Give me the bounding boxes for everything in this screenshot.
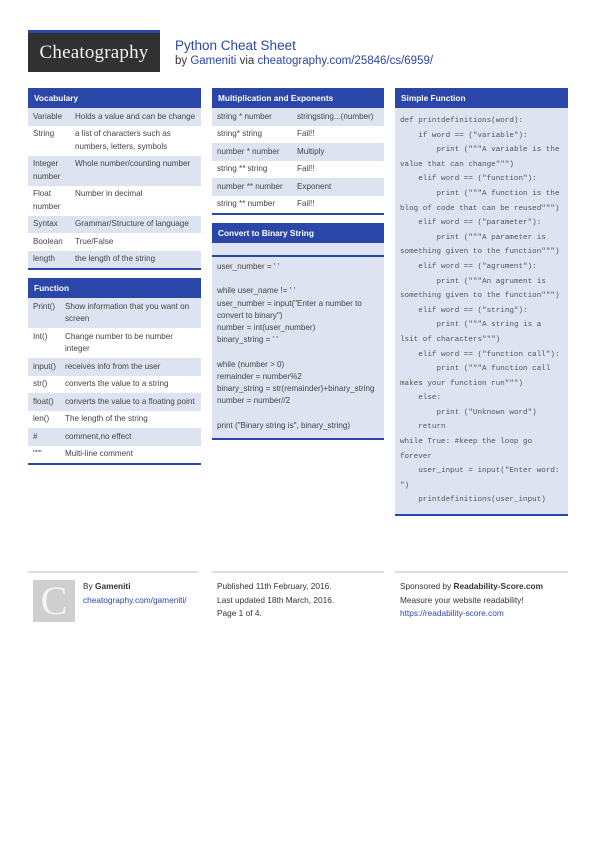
definition-cell: Multi-line comment (65, 449, 133, 458)
term-cell: Boolean (33, 236, 63, 246)
function-section (28, 278, 201, 465)
definition-cell: Fail!! (297, 164, 315, 173)
code-line: print ("""A function call makes your function run""") (400, 365, 555, 388)
table-row (28, 328, 201, 358)
author-profile-link[interactable]: cheatography.com/gameniti/ (83, 594, 187, 605)
term-cell: Int() (33, 331, 48, 341)
term-cell: Print() (33, 301, 56, 311)
column-2 (212, 88, 384, 448)
logo-text: Cheatography (39, 41, 149, 63)
code-line: def printdefinitions(word): (400, 117, 524, 125)
term-cell: String (33, 129, 55, 138)
table-row (212, 196, 384, 214)
title-block (175, 38, 433, 69)
term-cell: string ** string (217, 164, 268, 173)
by-prefix: by (175, 55, 191, 67)
term-cell: # (33, 431, 38, 441)
table-row (212, 178, 384, 196)
code-line: return (400, 423, 446, 432)
code-line: elif word == ("function"): (400, 175, 537, 184)
table-row (28, 108, 201, 126)
code-line: print ("""An agrument is something given to the function""") (400, 277, 560, 301)
sponsor-link[interactable]: https://readability-score.com (400, 608, 504, 618)
code-line: printdefinitions(user_input) (400, 496, 546, 505)
multiplication-section (212, 88, 384, 215)
definition-cell: the length of the string (75, 254, 156, 263)
definition-cell: Number in decimal (75, 189, 143, 198)
section-header: Simple Function (395, 88, 568, 108)
term-cell: Integer number (33, 159, 61, 181)
definition-cell: Holds a value and can be change (75, 111, 196, 121)
table-row (28, 358, 201, 376)
code-line: print ("""A string is a lsit of characters""") (400, 321, 546, 344)
table-row (28, 411, 201, 429)
footer-sponsor (395, 571, 568, 633)
simple-function-section (395, 88, 568, 516)
table-row (212, 161, 384, 179)
table-row (28, 298, 201, 328)
section-header: Vocabulary (28, 88, 201, 108)
cheatography-logo[interactable] (28, 30, 160, 72)
term-cell: Syntax (33, 219, 58, 228)
code-line: binary_string = str(remainder)+binary_string (217, 384, 375, 393)
code-line: print ("""A function is the blog of code that can be reused""") (400, 189, 565, 213)
table-row (28, 393, 201, 411)
column-1 (28, 88, 201, 473)
code-line: print ("""A parameter is something given to the function""") (400, 233, 560, 257)
table-row (28, 156, 201, 186)
term-cell: """ (33, 449, 42, 458)
footer-author-name: Gameniti (95, 581, 131, 591)
column-3 (395, 88, 568, 524)
table-row (28, 216, 201, 234)
section-header: Function (28, 278, 201, 298)
definition-cell: True/False (75, 236, 114, 246)
sponsor-name: Readability-Score.com (453, 581, 543, 591)
definition-cell: Fail!! (297, 129, 315, 138)
term-cell: Float number (33, 189, 61, 211)
definition-cell: a list of characters such as numbers, letters, symbols (75, 129, 171, 151)
code-line: if word == ("variable"): (400, 131, 528, 140)
author-link[interactable]: Gameniti (190, 55, 237, 67)
code-line (217, 346, 379, 358)
author-info (83, 580, 187, 607)
term-cell: number * number (217, 146, 280, 156)
binary-section (212, 223, 384, 440)
table-row (28, 446, 201, 464)
definition-cell: converts the value to a floating point (65, 396, 195, 406)
published-date: Published 11th February, 2016. (217, 581, 332, 591)
term-cell: Variable (33, 111, 63, 121)
code-line: print ("Binary string is", binary_string) (217, 420, 351, 430)
code-line: elif word == ("agrument"): (400, 262, 537, 271)
page-number: Page 1 of 4. (217, 608, 262, 618)
definition-cell: converts the value to a string (65, 379, 169, 388)
section-header: Multiplication and Exponents (212, 88, 384, 108)
sponsored-prefix: Sponsored by (400, 581, 454, 591)
code-line: else: (400, 394, 442, 403)
table-row (28, 186, 201, 216)
definition-cell: Show information that you want on screen (65, 301, 190, 323)
table-row (212, 143, 384, 161)
code-line: elif word == ("string"): (400, 306, 528, 315)
avatar[interactable] (33, 580, 75, 622)
table-row (28, 251, 201, 269)
sheet-url-link[interactable]: cheatography.com/25846/cs/6959/ (257, 55, 434, 67)
term-cell: string ** number (217, 199, 276, 208)
via-text: via (236, 55, 258, 67)
byline (175, 54, 433, 69)
code-line: print ("Unknown word") (400, 408, 537, 417)
definition-cell: Multiply (297, 146, 325, 156)
code-line: remainder = number%2 (217, 371, 302, 381)
section-header: Convert to Binary String (212, 223, 384, 243)
code-line (217, 407, 379, 419)
table-row (28, 376, 201, 394)
code-line: number = int(user_number) (217, 323, 316, 332)
term-cell: number ** number (217, 181, 283, 191)
term-cell: input() (33, 361, 56, 371)
code-line: print ("""A variable is the value that can change""") (400, 146, 565, 169)
term-cell: string * number (217, 111, 272, 121)
section-divider (212, 243, 384, 257)
sponsor-tagline: Measure your website readability! (400, 594, 524, 605)
term-cell: str() (33, 379, 48, 388)
table-row (28, 233, 201, 251)
code-line: while True: #keep the loop go forever (400, 438, 537, 461)
vocabulary-section (28, 88, 201, 270)
code-line (217, 273, 379, 285)
definition-cell: Change number to be number integer (65, 331, 173, 353)
by-label: By (83, 581, 95, 591)
code-line: while (number > 0) (217, 359, 285, 369)
updated-date: Last updated 18th March, 2016. (217, 594, 335, 605)
definition-cell: Whole number/counting number (75, 159, 191, 168)
code-line: number = number//2 (217, 396, 291, 406)
footer-author (28, 571, 198, 633)
code-line: elif word == ("function call"): (400, 350, 560, 359)
code-line: user_input = input("Enter word: ") (400, 467, 565, 490)
term-cell: string* string (217, 129, 262, 138)
definition-cell: Exponent (297, 181, 332, 191)
code-line: binary_string = ' ' (217, 335, 278, 345)
table-row (28, 428, 201, 446)
definition-cell: receives info from the user (65, 361, 161, 371)
table-row (212, 126, 384, 144)
term-cell: length (33, 254, 56, 263)
term-cell: float() (33, 396, 54, 406)
code-line: user_number = input("Enter a number to convert to binary") (217, 298, 365, 320)
code-line: user_number = ' ' (217, 262, 280, 271)
simple-function-code (395, 108, 568, 514)
definition-cell: The length of the string (65, 414, 148, 423)
footer-dates (212, 571, 384, 633)
term-cell: len() (33, 414, 50, 423)
code-line: elif word == ("parameter"): (400, 219, 542, 228)
code-line: while user_name != ' ' (217, 286, 295, 296)
definition-cell: Grammar/Structure of language (75, 219, 189, 228)
table-row (212, 108, 384, 126)
binary-code (212, 257, 384, 438)
table-row (28, 126, 201, 156)
definition-cell: comment,no effect (65, 431, 132, 441)
avatar-letter: C (40, 578, 68, 623)
page-title[interactable]: Python Cheat Sheet (175, 38, 296, 53)
definition-cell: Fail!! (297, 199, 315, 208)
definition-cell: stringsting...(number) (297, 111, 374, 121)
